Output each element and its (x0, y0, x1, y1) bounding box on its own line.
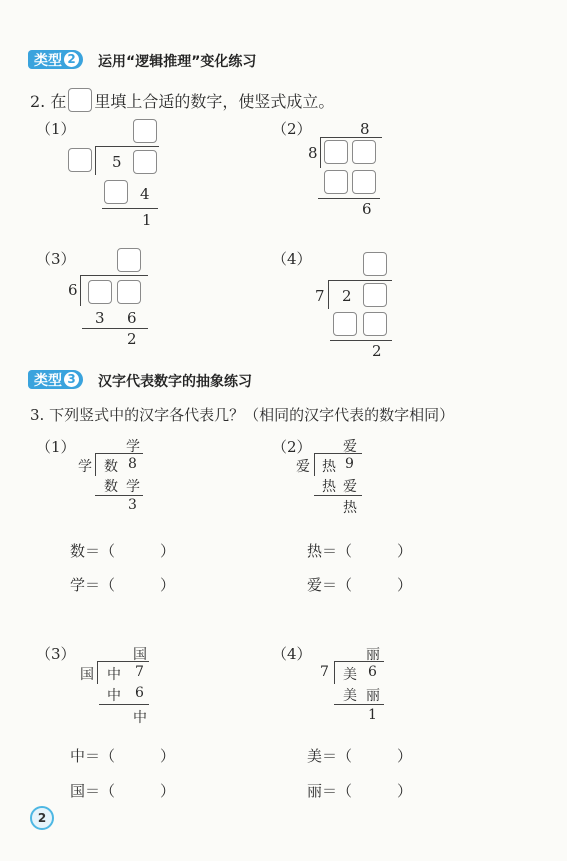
dividend-digit: 数 (104, 459, 118, 475)
problem-label: （1） (36, 438, 76, 456)
answer-box[interactable] (117, 280, 141, 304)
page-number: 2 (30, 806, 54, 830)
problem-label: （4） (272, 250, 312, 268)
section-title: 运用“逻辑推理”变化练习 (98, 54, 257, 70)
answer-box[interactable] (324, 140, 348, 164)
answer-box[interactable] (324, 170, 348, 194)
divisor: 6 (68, 281, 78, 299)
division-bracket (328, 281, 329, 309)
digit: 4 (140, 185, 150, 203)
division-bar (95, 453, 143, 454)
product-digit: 爱 (343, 479, 357, 495)
division-bar (334, 661, 384, 662)
division-bracket (80, 276, 81, 306)
answer-line[interactable]: 爱＝（ ） (307, 576, 413, 594)
digit: 2 (342, 287, 352, 305)
remainder: 1 (368, 707, 377, 723)
problem-label: （2） (272, 438, 312, 456)
answer-box[interactable] (363, 283, 387, 307)
question-number: 2. (30, 92, 46, 111)
digit: 6 (127, 309, 137, 327)
answer-line[interactable]: 美＝（ ） (307, 747, 413, 765)
division-bracket (314, 454, 315, 476)
answer-box[interactable] (363, 252, 387, 276)
division-bracket (334, 662, 335, 684)
answer-box[interactable] (68, 148, 92, 172)
division-bar (97, 661, 149, 662)
product-digit: 学 (126, 479, 140, 495)
remainder: 热 (343, 500, 357, 516)
divisor: 8 (308, 144, 318, 162)
inline-box-sample (68, 88, 92, 112)
division-bracket (320, 138, 321, 168)
section-tag-number: 3 (64, 372, 79, 387)
remainder: 6 (362, 200, 372, 218)
division-bracket (95, 147, 96, 175)
section-tag-label: 类型 (34, 52, 62, 69)
answer-line[interactable]: 丽＝（ ） (307, 782, 413, 800)
dividend-digit: 热 (322, 459, 336, 475)
problem-label: （3） (36, 250, 76, 268)
problem-label: （1） (36, 120, 76, 138)
division-bar (328, 280, 392, 281)
answer-line[interactable]: 学＝（ ） (70, 576, 176, 594)
answer-box[interactable] (88, 280, 112, 304)
quotient: 8 (360, 120, 370, 138)
quotient: 丽 (366, 647, 380, 663)
digit: 3 (95, 309, 105, 327)
division-bar (95, 146, 159, 147)
answer-line[interactable]: 数＝（ ） (70, 542, 176, 560)
answer-box[interactable] (333, 312, 357, 336)
product-digit: 热 (322, 479, 336, 495)
product-digit: 美 (343, 688, 357, 704)
divisor: 7 (320, 664, 329, 680)
divisor: 学 (78, 459, 92, 475)
product-digit: 数 (104, 479, 118, 495)
remainder: 2 (372, 342, 382, 360)
dividend-digit: 6 (368, 664, 377, 680)
subtraction-line (82, 328, 148, 329)
answer-box[interactable] (133, 119, 157, 143)
section-tag (28, 370, 83, 389)
dividend-digit: 美 (343, 667, 357, 683)
answer-line[interactable]: 国＝（ ） (70, 782, 176, 800)
dividend-digit: 7 (135, 664, 144, 680)
answer-box[interactable] (104, 180, 128, 204)
question-2 (30, 88, 334, 112)
question-text-b: 里填上合适的数字，使竖式成立。 (94, 92, 335, 111)
product-digit: 中 (107, 688, 121, 704)
subtraction-line (99, 704, 149, 705)
division-bracket (95, 454, 96, 476)
problem-label: （3） (36, 645, 76, 663)
subtraction-line (102, 208, 158, 209)
divisor: 国 (80, 667, 94, 683)
divisor: 7 (315, 287, 325, 305)
product-digit: 6 (135, 685, 144, 701)
remainder: 1 (142, 211, 152, 229)
remainder: 中 (133, 710, 147, 726)
problem-label: （2） (272, 120, 312, 138)
problem-label: （4） (272, 645, 312, 663)
section-title: 汉字代表数字的抽象练习 (98, 374, 252, 390)
quotient: 爱 (343, 439, 357, 455)
divisor: 爱 (296, 459, 310, 475)
answer-box[interactable] (352, 170, 376, 194)
dividend-digit: 中 (107, 667, 121, 683)
subtraction-line (334, 704, 384, 705)
question-3: 3. 下列竖式中的汉字各代表几？（相同的汉字代表的数字相同） (30, 406, 455, 424)
quotient: 学 (126, 439, 140, 455)
dividend-digit: 8 (128, 456, 137, 472)
answer-line[interactable]: 热＝（ ） (307, 542, 413, 560)
subtraction-line (95, 495, 143, 496)
section-tag (28, 50, 83, 69)
division-bar (80, 275, 148, 276)
digit: 5 (112, 153, 122, 171)
division-bracket (97, 662, 98, 684)
product-digit: 丽 (366, 688, 380, 704)
remainder: 3 (128, 497, 137, 513)
quotient: 国 (133, 647, 147, 663)
answer-box[interactable] (133, 150, 157, 174)
answer-line[interactable]: 中＝（ ） (70, 747, 176, 765)
division-bar (320, 137, 382, 138)
subtraction-line (330, 340, 392, 341)
answer-box[interactable] (363, 312, 387, 336)
answer-box[interactable] (117, 248, 141, 272)
answer-box[interactable] (352, 140, 376, 164)
division-bar (314, 453, 362, 454)
question-text-a: 在 (50, 92, 67, 111)
dividend-digit: 9 (345, 456, 354, 472)
remainder: 2 (127, 330, 137, 348)
section-tag-number: 2 (64, 52, 79, 67)
subtraction-line (318, 198, 380, 199)
section-tag-label: 类型 (34, 372, 62, 389)
subtraction-line (314, 495, 362, 496)
